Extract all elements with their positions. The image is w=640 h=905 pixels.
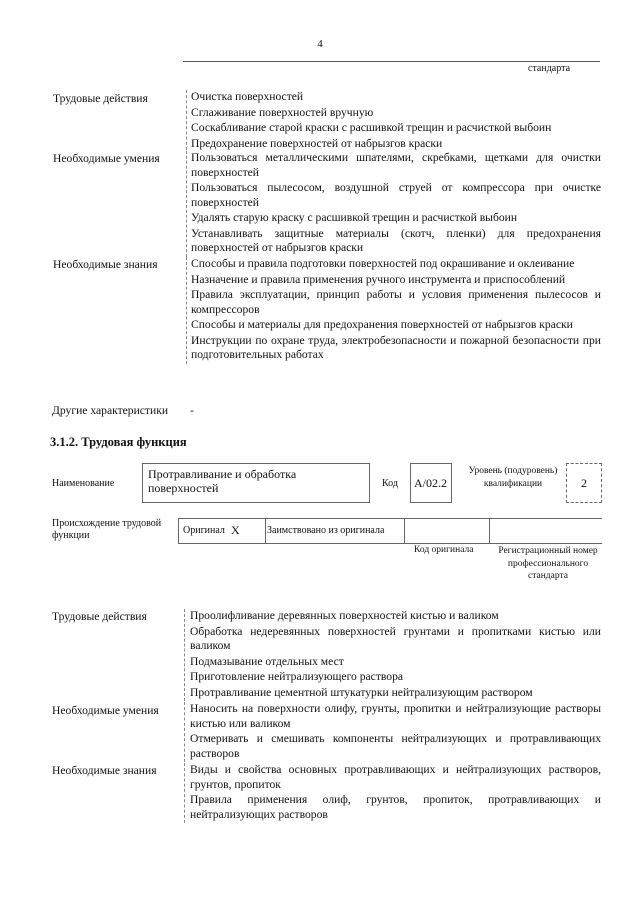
level-value: 2 [581,476,587,490]
header-rule [183,61,600,62]
labor-action-item: Подмазывание отдельных мест [190,654,344,668]
origin-label: Происхождение трудовой функции [52,518,162,541]
original-label: Оригинал [183,525,225,536]
other-characteristics-value: - [190,404,194,417]
labor-action-item: Протравливание цементной штукатурки нейтрализующим раствором [190,685,533,699]
skills-list [184,702,601,762]
skill-item: Устанавливать защитные материалы (скотч, пленки) для предохранения поверхностей от набрызгов краски [191,226,601,254]
labor-actions-label: Трудовые действия [52,610,147,623]
borrowed-cell [264,519,405,543]
labor-action-item: Предохранение поверхностей от набрызгов краски [191,136,443,150]
labor-action-item: Соскабливание старой краски с расшивкой трещин и расчисткой выбоин [191,121,552,134]
skills-label: Необходимые умения [53,152,160,165]
original-mark: X [231,523,240,537]
skills-label: Необходимые умения [52,704,159,717]
skills-list [186,151,601,257]
knowledge-item: Способы и материалы для предохранения поверхностей от набрызгов краски [191,318,573,331]
level-label: Уровень (подуровень) квалификации [468,466,558,489]
labor-action-item: Обработка недеревянных поверхностей грунтами и пропитками кистью или валиком [190,624,601,652]
code-label: Код [382,478,398,489]
knowledge-item: Инструкции по охране труда, электробезопасности и пожарной безопасности при подготовительных работах [191,333,601,361]
knowledge-item: Назначение и правила применения ручного инструмента и приспособлений [191,272,566,286]
original-cell [178,519,266,543]
section-title: 3.1.2. Трудовая функция [50,435,187,449]
original-code-cell [405,519,490,543]
name-label: Наименование [52,478,115,489]
page-number: 4 [317,38,323,50]
registration-number-label: Регистрационный номер профессионального стандарта [498,546,598,581]
origin-row [178,518,602,544]
code-box [410,463,452,503]
labor-action-item: Сглаживание поверхностей вручную [191,105,374,119]
knowledge-item: Правила применения олиф, грунтов, пропиток, протравливающих и нейтрализующих растворов [190,793,601,821]
skill-item: Удалять старую краску с расшивкой трещин и расчисткой выбоин [191,211,518,224]
borrowed-label: Заимствовано из оригинала [267,525,385,536]
labor-actions-list [184,609,601,701]
other-characteristics-label: Другие характеристики [52,404,169,417]
name-value: Протравливание и обработка поверхностей [148,467,297,495]
labor-action-item: Очистка поверхностей [191,90,304,103]
knowledge-list [184,763,601,823]
standard-label: стандарта [528,63,571,74]
name-box [142,463,370,503]
labor-action-item: Приготовление нейтрализующего раствора [190,670,404,683]
knowledge-item: Способы и правила подготовки поверхностей под окрашивание и оклеивание [191,257,575,270]
original-code-label: Код оригинала [414,545,474,555]
labor-actions-label: Трудовые действия [53,92,148,105]
knowledge-item: Виды и свойства основных протравливающих и нейтрализующих растворов, грунтов, пропиток [190,763,601,791]
skill-item: Наносить на поверхности олифу, грунты, пропитки и нейтрализующие растворы кистью или валиком [190,702,601,730]
labor-action-item: Проолифливание деревянных поверхностей кистью и валиком [190,609,499,622]
knowledge-label: Необходимые знания [52,764,157,777]
level-box [566,463,602,503]
skill-item: Пользоваться металлическими шпателями, скребками, щетками для очистки поверхностей [191,151,601,179]
knowledge-list [186,257,601,364]
skill-item: Отмеривать и смешивать компоненты нейтрализующих и протравливающих растворов [190,732,601,760]
skill-item: Пользоваться пылесосом, воздушной струей от компрессора при очистке поверхностей [191,181,601,209]
knowledge-label: Необходимые знания [53,258,158,271]
code-value: А/02.2 [414,476,447,490]
labor-actions-list [186,90,601,150]
knowledge-item: Правила эксплуатации, принцип работы и условия применения пылесосов и компрессоров [191,288,601,316]
